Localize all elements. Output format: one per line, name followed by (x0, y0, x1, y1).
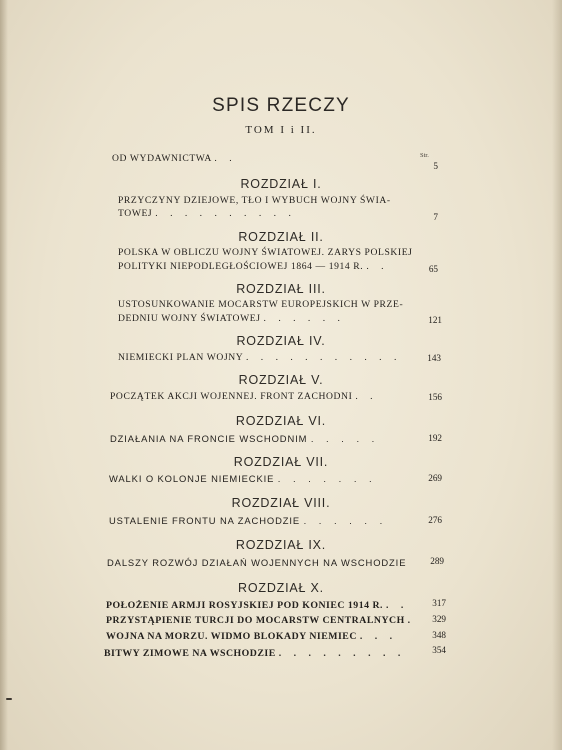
toc-page-number: 7 (433, 212, 438, 222)
toc-entry-line: POLSKA W OBLICZU WOJNY ŚWIATOWEJ. ZARYS POLSKIEJ (118, 247, 413, 258)
chapter-heading: ROZDZIAŁ I. (240, 177, 322, 191)
toc-page-number: 269 (428, 473, 442, 483)
toc-entry-line: TOWEJ . . . . . . . . . . (118, 208, 296, 219)
leader-dots: . . . . . . . (277, 473, 377, 484)
toc-page-number: 121 (428, 315, 442, 325)
chapter-heading: ROZDZIAŁ II. (238, 230, 324, 244)
toc-entry: PRZYSTĄPIENIE TURCJI DO MOCARSTW CENTRALNYCH . (106, 615, 416, 626)
toc-page-number: 276 (428, 515, 442, 525)
toc-page-number: 317 (432, 598, 446, 608)
leader-dots: . . . . . . . . . (278, 648, 406, 659)
leader-dots: . . . . . . . . . . (155, 208, 296, 219)
volume-subtitle: TOM I i II. (245, 124, 317, 136)
toc-entry: USTALENIE FRONTU NA ZACHODZIE . . . . . . (109, 515, 388, 526)
page-title: SPIS RZECZY (212, 95, 350, 116)
toc-entry: DALSZY ROZWÓJ DZIAŁAŃ WOJENNYCH NA WSCHODZIE (107, 557, 407, 568)
leader-dots: . . (385, 600, 409, 611)
toc-entry-line: POLITYKI NIEPODLEGŁOŚCIOWEJ 1864 — 1914 R. . . (118, 261, 389, 272)
leader-dots: . . . . . . . . . . . (245, 352, 402, 363)
leader-dots: . . . (359, 631, 398, 642)
toc-page-number: 143 (427, 353, 441, 363)
leader-dots: . . (366, 261, 389, 272)
toc-entry-text: OD WYDAWNICTWA (112, 153, 212, 164)
paper-speck (6, 698, 12, 700)
chapter-heading: ROZDZIAŁ X. (238, 581, 324, 595)
leader-dots: . . (214, 153, 237, 164)
toc-entry: BITWY ZIMOWE NA WSCHODZIE . . . . . . . . . (104, 648, 406, 659)
chapter-heading: ROZDZIAŁ VIII. (231, 496, 331, 510)
chapter-heading: ROZDZIAŁ III. (236, 282, 326, 296)
leader-dots: . . . . . . (303, 515, 388, 526)
leader-dots: . . (355, 391, 378, 402)
page-column-label: Str. (420, 152, 429, 159)
toc-page-number: 329 (432, 614, 446, 624)
chapter-heading: ROZDZIAŁ VI. (235, 414, 327, 428)
toc-entry: WALKI O KOLONJE NIEMIECKIE . . . . . . . (109, 473, 377, 484)
toc-entry-line: PRZYCZYNY DZIEJOWE, TŁO I WYBUCH WOJNY ŚWIA- (118, 195, 391, 206)
toc-page-number: 5 (433, 161, 438, 171)
toc-entry-line: DEDNIU WOJNY ŚWIATOWEJ . . . . . . (118, 313, 345, 324)
toc-page-number: 289 (430, 556, 444, 566)
toc-entry: POCZĄTEK AKCJI WOJENNEJ. FRONT ZACHODNI . . (110, 391, 378, 402)
leader-dots: . (407, 615, 416, 626)
toc-entry: NIEMIECKI PLAN WOJNY . . . . . . . . . . . (118, 352, 402, 363)
toc-page-number: 354 (432, 645, 446, 655)
toc-entry-line: USTOSUNKOWANIE MOCARSTW EUROPEJSKICH W PRZE- (118, 299, 404, 310)
chapter-heading: ROZDZIAŁ IX. (235, 538, 327, 552)
toc-page-number: 192 (428, 433, 442, 443)
toc-page-number: 65 (428, 264, 438, 274)
leader-dots: . . . . . (310, 433, 380, 444)
toc-entry: WOJNA NA MORZU. WIDMO BLOKADY NIEMIEC . . . (106, 631, 398, 642)
leader-dots: . . . . . . (263, 313, 345, 324)
chapter-heading: ROZDZIAŁ VII. (233, 455, 329, 469)
toc-preface (112, 153, 237, 164)
toc-page-number: 348 (432, 630, 446, 640)
chapter-heading: ROZDZIAŁ V. (238, 373, 324, 387)
toc-entry: DZIAŁANIA NA FRONCIE WSCHODNIM . . . . . (110, 433, 380, 444)
toc-entry: POŁOŻENIE ARMJI ROSYJSKIEJ POD KONIEC 1914 R. . . (106, 600, 409, 611)
toc-page-number: 156 (428, 392, 442, 402)
chapter-heading: ROZDZIAŁ IV. (236, 334, 326, 348)
